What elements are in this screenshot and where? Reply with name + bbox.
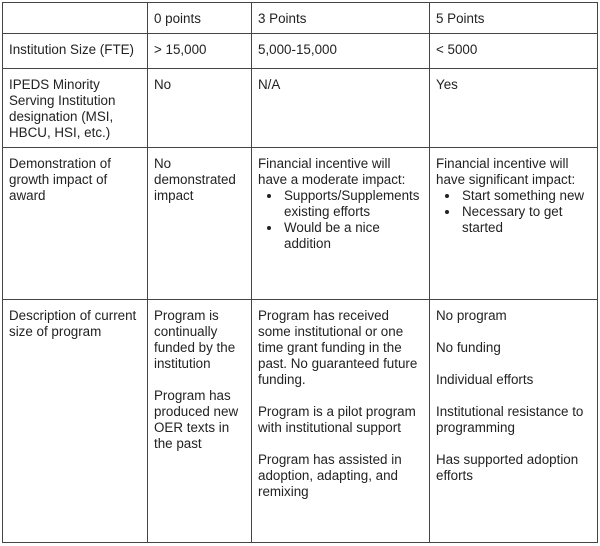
row-growth-impact bbox=[3, 148, 598, 300]
paragraph: No program bbox=[436, 308, 507, 323]
scoring-rubric-table bbox=[2, 2, 598, 543]
header-5-points: 5 Points bbox=[430, 3, 598, 34]
paragraph: No funding bbox=[436, 340, 501, 355]
growth-impact-3-bullet-list bbox=[258, 188, 423, 252]
paragraph: Program has assisted in adoption, adapting, and remixing bbox=[258, 452, 402, 499]
header-row bbox=[3, 3, 598, 34]
criterion-institution-size: Institution Size (FTE) bbox=[3, 34, 148, 69]
growth-impact-0-points: No demonstrated impact bbox=[148, 148, 252, 300]
growth-impact-3-points bbox=[252, 148, 430, 300]
header-0-points: 0 points bbox=[148, 3, 252, 34]
paragraph: Institutional resistance to programming bbox=[436, 404, 584, 435]
bullet-item: • Start something new bbox=[460, 188, 591, 204]
institution-size-0-points: > 15,000 bbox=[148, 34, 252, 69]
paragraph: Program is continually funded by the institution bbox=[154, 308, 236, 371]
msi-designation-3-points: N/A bbox=[252, 69, 430, 148]
bullet-item: • Supports/Supplements existing efforts bbox=[282, 188, 423, 220]
row-msi-designation bbox=[3, 69, 598, 148]
criterion-program-size: Description of current size of program bbox=[3, 300, 148, 543]
bullet-item: • Would be a nice addition bbox=[282, 220, 423, 252]
paragraph: Individual efforts bbox=[436, 372, 534, 387]
program-size-3-points bbox=[252, 300, 430, 543]
row-institution-size bbox=[3, 34, 598, 69]
msi-designation-5-points: Yes bbox=[430, 69, 598, 148]
growth-impact-5-points bbox=[430, 148, 598, 300]
institution-size-5-points: < 5000 bbox=[430, 34, 598, 69]
bullet-item: • Necessary to get started bbox=[460, 204, 591, 236]
criterion-msi-designation: IPEDS Minority Serving Institution designation (MSI, HBCU, HSI, etc.) bbox=[3, 69, 148, 148]
header-3-points: 3 Points bbox=[252, 3, 430, 34]
paragraph: Program is a pilot program with institutional support bbox=[258, 404, 416, 435]
program-size-0-points bbox=[148, 300, 252, 543]
paragraph: Program has produced new OER texts in the past bbox=[154, 388, 239, 451]
paragraph: Has supported adoption efforts bbox=[436, 452, 579, 483]
growth-impact-3-intro: Financial incentive will have a moderate impact: bbox=[258, 156, 406, 187]
row-program-size bbox=[3, 300, 598, 543]
criterion-growth-impact: Demonstration of growth impact of award bbox=[3, 148, 148, 300]
growth-impact-5-intro: Financial incentive will have significant impact: bbox=[436, 156, 576, 187]
institution-size-3-points: 5,000-15,000 bbox=[252, 34, 430, 69]
msi-designation-0-points: No bbox=[148, 69, 252, 148]
header-corner-cell bbox=[3, 3, 148, 34]
growth-impact-5-bullet-list bbox=[436, 188, 591, 236]
program-size-5-points bbox=[430, 300, 598, 543]
paragraph: Program has received some institutional or one time grant funding in the past. No guaranteed future funding. bbox=[258, 308, 418, 387]
